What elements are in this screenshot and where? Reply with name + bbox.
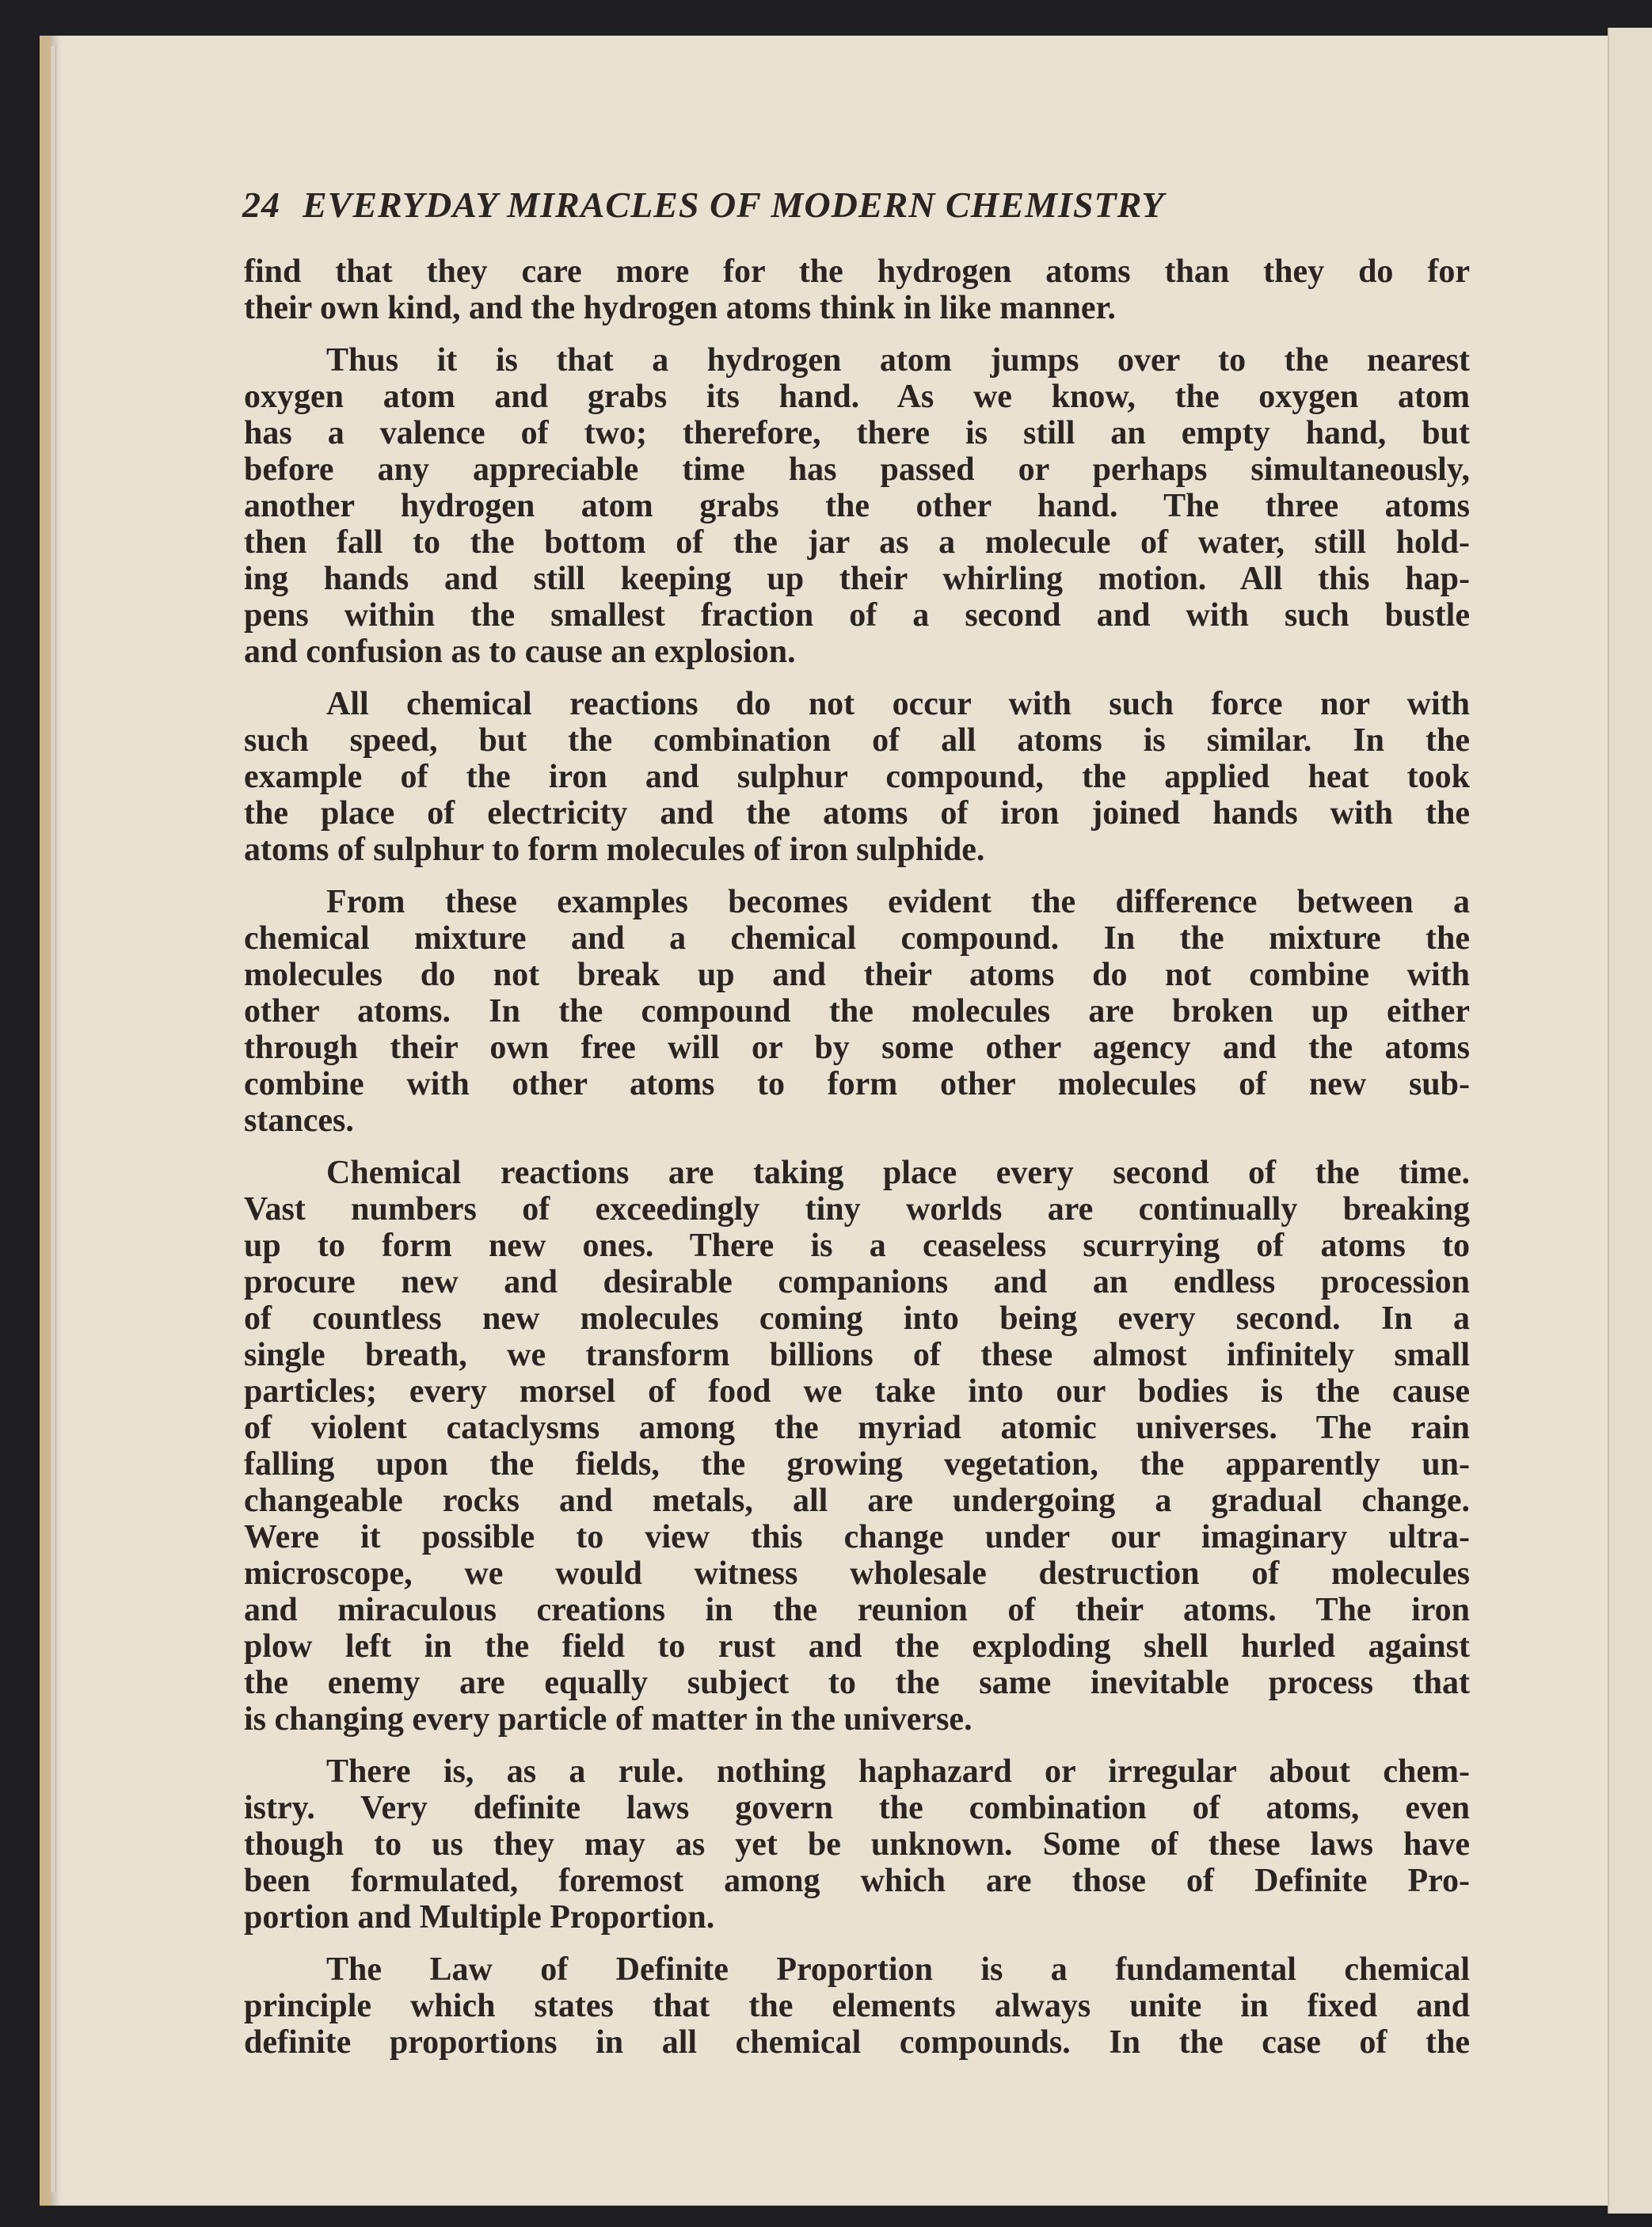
text-line: pens within the smallest fraction of a second and with such bustle	[244, 597, 1470, 634]
text-line: and confusion as to cause an explosion.	[244, 634, 796, 670]
text-line: before any appreciable time has passed or perhaps simultaneously,	[244, 451, 1470, 488]
text-line: Vast numbers of exceedingly tiny worlds are continually breaking	[244, 1191, 1470, 1228]
paragraph	[244, 1951, 1470, 2061]
page-number: 24	[242, 185, 280, 225]
text-line: procure new and desirable companions and an endless procession	[244, 1264, 1470, 1300]
text-line: All chemical reactions do not occur with such force nor with	[326, 686, 1470, 722]
text-line: istry. Very definite laws govern the combination of atoms, even	[244, 1790, 1470, 1826]
text-line: though to us they may as yet be unknown. Some of these laws have	[244, 1826, 1470, 1863]
text-line: through their own free will or by some other agency and the atoms	[244, 1030, 1470, 1066]
paragraph	[244, 686, 1470, 868]
text-line: combine with other atoms to form other molecules of new sub-	[244, 1066, 1470, 1102]
text-line: other atoms. In the compound the molecules are broken up either	[244, 993, 1470, 1030]
text-line: atoms of sulphur to form molecules of iron sulphide.	[244, 832, 985, 868]
body-text	[244, 253, 1470, 2077]
text-line: is changing every particle of matter in the universe.	[244, 1701, 973, 1738]
text-line: stances.	[244, 1102, 354, 1139]
text-line: been formulated, foremost among which are those of Definite Pro-	[244, 1863, 1470, 1899]
paragraph	[244, 884, 1470, 1139]
text-line: changeable rocks and metals, all are undergoing a gradual change.	[244, 1483, 1470, 1519]
text-line: definite proportions in all chemical compounds. In the case of the	[244, 2024, 1470, 2061]
text-line: the enemy are equally subject to the same inevitable process that	[244, 1665, 1470, 1701]
text-line: falling upon the fields, the growing vegetation, the apparently un-	[244, 1446, 1470, 1483]
text-line: and miraculous creations in the reunion of their atoms. The iron	[244, 1592, 1470, 1628]
text-line: plow left in the field to rust and the exploding shell hurled against	[244, 1628, 1470, 1665]
paragraph	[244, 1155, 1470, 1738]
text-line: molecules do not break up and their atoms do not combine with	[244, 957, 1470, 993]
text-line: The Law of Definite Proportion is a fundamental chemical	[326, 1951, 1470, 1988]
text-line: their own kind, and the hydrogen atoms think in like manner.	[244, 290, 1116, 326]
page-edge	[51, 46, 56, 2192]
text-line: particles; every morsel of food we take into our bodies is the cause	[244, 1373, 1470, 1410]
text-line: oxygen atom and grabs its hand. As we know, the oxygen atom	[244, 379, 1470, 415]
text-line: the place of electricity and the atoms of iron joined hands with the	[244, 795, 1470, 832]
text-line: of violent cataclysms among the myriad atomic universes. The rain	[244, 1410, 1470, 1446]
text-line: ing hands and still keeping up their whirling motion. All this hap-	[244, 561, 1470, 597]
running-header	[242, 184, 1478, 226]
paragraph	[244, 1753, 1470, 1936]
text-line: chemical mixture and a chemical compound. In the mixture the	[244, 920, 1470, 957]
text-line: another hydrogen atom grabs the other hand. The three atoms	[244, 488, 1470, 524]
text-line: portion and Multiple Proportion.	[244, 1899, 715, 1936]
paragraph	[244, 253, 1470, 326]
text-line: Thus it is that a hydrogen atom jumps over to the nearest	[326, 342, 1470, 379]
running-title: EVERYDAY MIRACLES OF MODERN CHEMISTRY	[303, 185, 1165, 225]
text-line: then fall to the bottom of the jar as a molecule of water, still hold-	[244, 524, 1470, 561]
text-line: of countless new molecules coming into being every second. In a	[244, 1300, 1470, 1337]
text-line: find that they care more for the hydrogen atoms than they do for	[244, 253, 1470, 290]
text-line: microscope, we would witness wholesale destruction of molecules	[244, 1555, 1470, 1592]
text-line: From these examples becomes evident the difference between a	[326, 884, 1470, 920]
text-line: Were it possible to view this change under our imaginary ultra-	[244, 1519, 1470, 1555]
text-line: such speed, but the combination of all atoms is similar. In the	[244, 722, 1470, 759]
facing-page-edge	[1608, 28, 1652, 2214]
text-line: Chemical reactions are taking place every second of the time.	[326, 1155, 1470, 1191]
text-line: has a valence of two; therefore, there is still an empty hand, but	[244, 415, 1470, 451]
text-line: up to form new ones. There is a ceaseless scurrying of atoms to	[244, 1228, 1470, 1264]
text-line: example of the iron and sulphur compound, the applied heat took	[244, 759, 1470, 795]
text-line: single breath, we transform billions of these almost infinitely small	[244, 1337, 1470, 1373]
text-line: principle which states that the elements always unite in fixed and	[244, 1988, 1470, 2024]
text-line: There is, as a rule. nothing haphazard or irregular about chem-	[326, 1753, 1470, 1790]
paragraph	[244, 342, 1470, 670]
